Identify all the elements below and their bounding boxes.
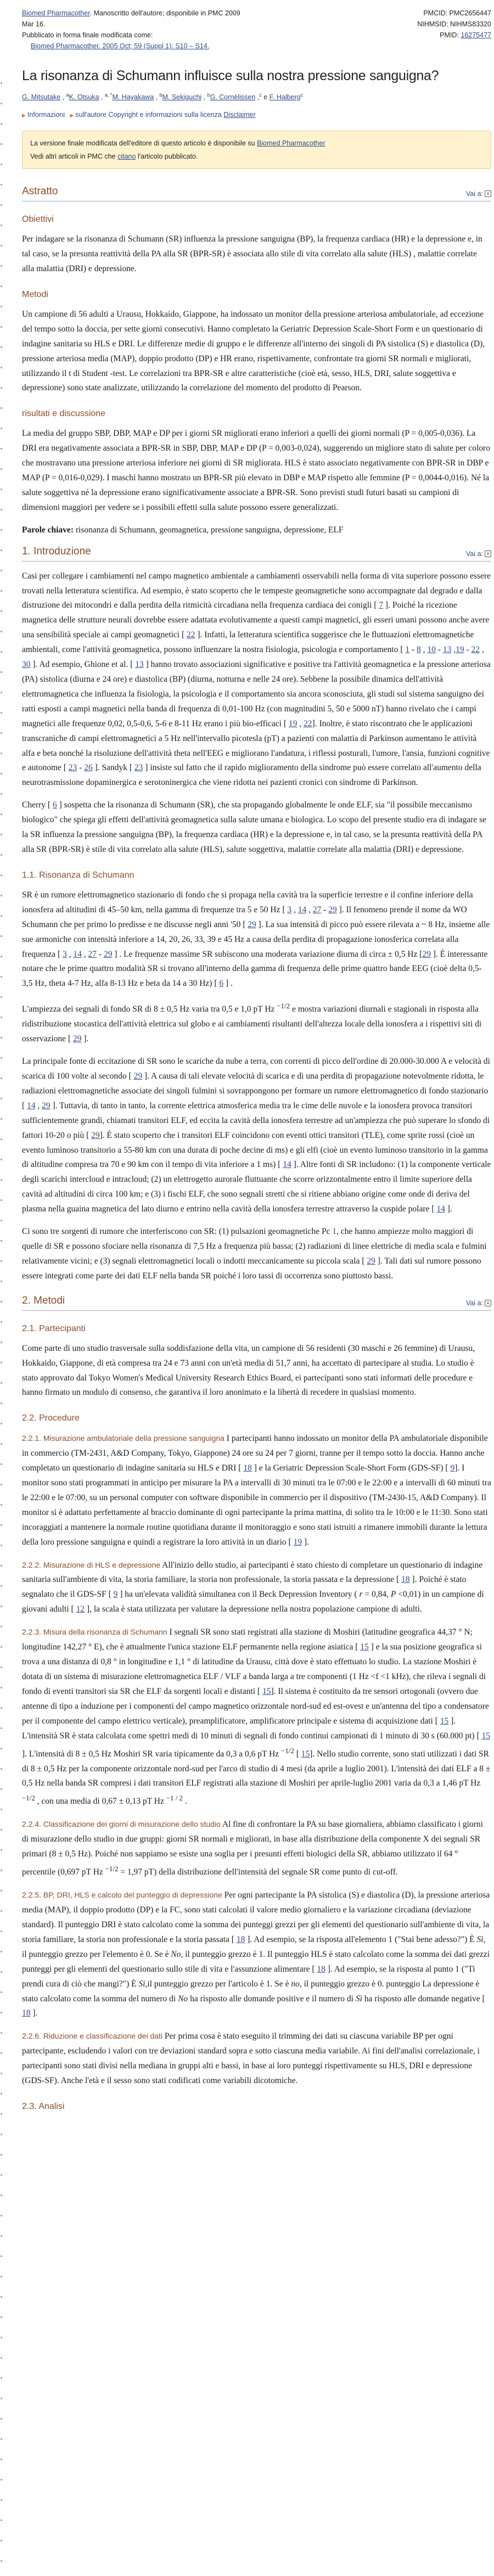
- jump-to-menu[interactable]: [466, 550, 491, 558]
- highlighted-text: 1: [332, 1227, 337, 1237]
- margin-marker: [1, 2276, 2, 2277]
- margin-marker: [1, 2012, 2, 2013]
- subsection-heading: 2.2.5. BP, DRI, HLS e calcolo del punteggio di depressione: [22, 1890, 222, 1900]
- margin-marker: [1, 2479, 2, 2480]
- jump-to-label: Vai a:: [465, 190, 483, 198]
- margin-marker: [1, 306, 2, 307]
- author-separator: ,: [154, 93, 160, 102]
- superscript: −1/2: [277, 1002, 290, 1011]
- reference-link[interactable]: 27: [312, 905, 322, 914]
- margin-marker: [1, 2032, 2, 2034]
- subsection-heading: 2.2.1. Misurazione ambulatoriale della pressione sanguigna: [22, 1434, 224, 1443]
- notice-cite-post: l'articolo pubblicato.: [137, 153, 198, 161]
- intro-heading-row: [22, 546, 491, 562]
- margin-marker: [1, 204, 2, 206]
- schumann-paragraph-3: La principale fonte di eccitazione di SR sono le scariche da nube a terra, con correnti di picco dell'ordine di 20.000-30.000 A e velocità di scarica di 100 volte al secondo [ 29 ]. A causa di tali elevate velocità di scarica e di una perdita di propagazione notevolmente ridotta, le radiazioni elettromagnetiche associate dei singoli fulmini si sovrappongono per formare un rumore elettromagnetico di fondo stazionario [ 14 , 29 ]. Tuttavia, di tanto in tanto, la corrente elettrica atmosferica media tra le cime delle nuvole e la ionosfera provoca transitori sufficientemente grandi, chiamati transitori ELF, ed eccita la cavità della ionosfera terrestre ad un'ampiezza che può superare lo sfondo di fattori 10-20 o più [ 29]. È stato scoperto che i transitori ELF coincidono con eventi ottici transitori (TLE), come sprite rossi (cioè un evento luminoso transitorio a 55-80 km con una durata di poche decine di ms) e gli elfi (cioè un evento luminoso transitorio in la gamma di altitudine compresa tra 70 e 90 km con il tempo di vita inferiore a 1 ms) [ 14 ]. Altre fonti di SR includono: (1) la componente verticale degli scarichi intercloud e intracloud; (2) un elettrogetto aurorale fluttuante che scorre orizzontalmente entro il limite superiore della cavità ad altitudini di circa 100 km; e (3) i fischi ELF, che sono segnali stretti che si ritiene abbiano origine come onde di deriva del plasma nella guaina magnetica del lato diurno e entrino nella cavità della ionosfera terrestre attraverso la cuspide polare [ 14 ].: [22, 1057, 491, 1214]
- reference-link[interactable]: 15: [360, 1642, 369, 1652]
- margin-marker: [1, 82, 2, 84]
- expand-triangle-icon: ▶: [70, 113, 74, 119]
- subsection-heading: 2.2.6. Riduzione e classificazione dei dati: [22, 2031, 163, 2041]
- published-text: Pubblicato in forma finale modificata come:: [22, 31, 153, 39]
- results-text: La media del gruppo SBP, DBP, MAP e DP per i giorni SR migliorati erano inferiori a quelli dei giorni normali (P = 0,005-0,036). La DRI era negativamente associata a BPR-SR in SBP, DBP, MAP e DP (P = 0,003-0,024), suggerendo un migliore stato di salute per coloro che mostravano una pressione arteriosa inferiore nei giorni di SR migliorata. HLS è stato associato negativamente con BPR-SR in DBP e MAP (P = 0,016-0,029). I maschi hanno mostrato un BPR-SR più elevato in DBP e MAP rispetto alle femmine (P = 0,0044-0,016). Né la salute soggettiva né la depressione erano significativamente associate a BPR-SR. Sono previsti studi futuri basati su campioni di dimensioni maggiori per vedere se i possibili effetti sulla salute possono essere generalizzati.: [22, 429, 490, 512]
- margin-marker: [1, 2459, 2, 2460]
- participants-heading: 2.1. Partecipanti: [22, 1323, 86, 1333]
- margin-marker: [1, 2052, 2, 2054]
- margin-marker: [1, 1484, 2, 1485]
- affiliation-marker[interactable]: c: [300, 92, 304, 98]
- margin-marker: [1, 793, 2, 795]
- reference-link[interactable]: 30: [22, 660, 31, 670]
- margin-marker: [1, 976, 2, 978]
- objectives-text: Per indagare se la risonanza di Schumann (SR) influenza la pressione sanguigna (BP), la frequenza cardiaca (HR) e la depressione e, in tal caso, se la presunta reattività della PA alla SR (BPR-SR) è associata allo stile di vita correlato alla salute (HLS) , malattie correlate alla malattia (DRI) e depressione.: [22, 234, 482, 273]
- superscript: −1/2: [281, 1746, 294, 1755]
- margin-marker: [1, 610, 2, 612]
- margin-marker: [1, 1748, 2, 1749]
- citation-meta: [22, 8, 491, 52]
- margin-marker: [1, 631, 2, 632]
- reference-link[interactable]: 29: [367, 1256, 375, 1266]
- reference-link[interactable]: 15: [262, 1686, 271, 1696]
- margin-marker: [1, 1260, 2, 1262]
- disclaimer-link[interactable]: Disclaimer: [223, 111, 256, 119]
- margin-marker: [1, 2418, 2, 2420]
- margin-marker: [1, 1382, 2, 1384]
- margin-marker: [1, 509, 2, 510]
- affiliation-marker[interactable]: b: [159, 92, 162, 98]
- margin-marker: [1, 123, 2, 125]
- reference-link[interactable]: 18: [243, 1463, 252, 1473]
- journal-link[interactable]: Biomed Pharmacother: [22, 9, 90, 17]
- reference-link[interactable]: 9: [450, 1463, 455, 1473]
- keywords-label: Parole chiave:: [22, 525, 74, 535]
- italic-text: r: [359, 1590, 363, 1600]
- author-link[interactable]: G. Cornélissen: [210, 93, 256, 102]
- author-link[interactable]: F. Halberg: [269, 93, 301, 102]
- affiliation-marker[interactable]: b: [207, 92, 210, 98]
- margin-marker: [1, 753, 2, 754]
- jump-to-menu[interactable]: [466, 1299, 491, 1307]
- methods-heading: 2. Metodi: [22, 1294, 65, 1306]
- margin-marker: [1, 1930, 2, 1932]
- reference-link[interactable]: 18: [401, 1575, 410, 1585]
- affiliation-marker[interactable]: a, *: [104, 92, 113, 98]
- reference-link[interactable]: 29: [422, 949, 431, 959]
- notice-text: La versione finale modificata dell'editore di questo articolo è disponibile su: [30, 139, 255, 148]
- reference-link[interactable]: 29: [103, 949, 113, 959]
- margin-marker: [1, 367, 2, 368]
- reference-link[interactable]: 3: [63, 949, 67, 959]
- procedure-text: Per prima cosa è stato eseguito il trimming dei dati su ciascuna variabile BP per ogni partecipante, escludendo i valori con tre deviazioni standard sopra e sotto ciascuna media variabile. Ai fini dell'analisi correlazionale, i partecipanti sono stati divisi nella mediana in gruppi alti e bassi, in base ai loro punteggi rispettivamente su HLS, DRI e depressione (GDS-SF). Anche l'età e il sesso sono stati codificati come variabili dicotomiche.: [22, 2031, 480, 2086]
- keywords-list: risonanza di Schumann, geomagnetica, pressione sanguigna, depressione, ELF: [75, 525, 344, 535]
- procedure-2-2-4: 2.2.4. Classificazione dei giorni di misurazione dello studio Al fine di confrontare la PA su base giornaliera, abbiamo classificato i giorni di misurazione dello studio in due gruppi: giorni SR normali e migliorati, in base alla distribuzione della componente X dei segnali SR primari (8 ± 0,5 Hz). Poiché non sappiamo se esiste una soglia per i presunti effetti biologici della SR, abbiamo utilizzato il 64 ° percentile (0,697 pT Hz $^{-1/2}$ = 1,97 pT) della distribuzione dell'intensità del segnale SR come punto di cut-off.: [22, 1820, 483, 1877]
- margin-marker: [1, 1138, 2, 1140]
- citing-articles-link[interactable]: citano: [117, 153, 136, 161]
- author-separator: ,: [255, 93, 260, 102]
- reference-link[interactable]: 14: [297, 905, 307, 914]
- jump-to-label: Vai a:: [465, 549, 483, 558]
- intro-heading: 1. Introduzione: [22, 545, 91, 557]
- margin-marker: [1, 1565, 2, 1567]
- superscript: −1/2: [105, 1865, 119, 1873]
- schumann-paragraph-2: L'ampiezza dei segnali di fondo SR di 8 ± 0,5 Hz varia tra 0,5 e 1,0 pT Hz $^{-1/2}$ e mostra variazioni diurnali e stagionali in risposta alla ridistribuzione stocastica dell'attività elettrica sul globo e ai cambiamenti risultanti dell'altezza locale della ionosfera a i rispettivi siti di osservazione [ 29 ].: [22, 1002, 482, 1044]
- manuscript-text: . Manoscritto dell'autore; disponibile in PMC 2009: [89, 9, 240, 17]
- margin-marker: [1, 1199, 2, 1201]
- margin-marker: [1, 712, 2, 714]
- margin-marker: [1, 428, 2, 429]
- procedures-heading: 2.2. Procedure: [22, 1413, 80, 1423]
- margin-marker: [1, 1626, 2, 1627]
- publisher-version-link[interactable]: Biomed Pharmacother: [257, 139, 325, 148]
- reference-link[interactable]: 22: [187, 630, 195, 640]
- margin-marker: [1, 103, 2, 104]
- reference-link[interactable]: 29: [328, 905, 337, 914]
- reference-link[interactable]: 6: [52, 800, 57, 810]
- reference-link[interactable]: 23: [68, 763, 77, 773]
- margin-marker: [1, 1809, 2, 1810]
- article-page: [22, 0, 491, 2119]
- margin-marker: [1, 1829, 2, 1831]
- margin-marker: [1, 1159, 2, 1160]
- margin-marker: [1, 2316, 2, 2318]
- citation-link[interactable]: Biomed Pharmacother. 2005 Oct; 59 (Suppl 1): S10 – S14.: [31, 42, 210, 50]
- reference-link[interactable]: 9: [113, 1590, 118, 1600]
- margin-marker: [1, 2398, 2, 2399]
- subsection-heading: 2.2.4. Classificazione dei giorni di misurazione dello studio: [22, 1820, 221, 1829]
- italic-text: No: [178, 1994, 188, 2003]
- margin-marker: [1, 1423, 2, 1424]
- margin-marker: [1, 2357, 2, 2359]
- margin-marker: [1, 1768, 2, 1770]
- reference-link[interactable]: 19: [288, 719, 297, 728]
- margin-marker: [1, 570, 2, 571]
- margin-marker: [1, 2073, 2, 2074]
- notice-cite-pre: Vedi altri articoli in PMC che: [30, 153, 116, 161]
- author-link[interactable]: K. Otsuka: [69, 93, 99, 102]
- margin-marker: [1, 184, 2, 186]
- methods-abstract-text: Un campione di 56 adulti a Urausu, Hokkaido, Giappone, ha indossato un monitor della pressione arteriosa ambulatoriale, ad eccezione del tempo sotto la doccia, per sette giorni consecutivi. Hanno completato la Geriatric Depression Scale-Short Form e un questionario di indagine sanitaria su HLS e DRI. Le differenze medie di gruppo e le differenze all'interno dei singoli di PA sistolica (S) e diastolica (D), pressione arteriosa media (MAP), doppio prodotto (DP) e HR erano, rispettivamente, confrontate tra giorni SR normali e migliorati, utilizzando il t di Student -test. Le correlazioni tra BPR-SR e altre caratteristiche (cioè età, sesso, HLS, DRI, salute soggettiva e depressione) sono state analizzate, utilizzando la correlazione del momento del prodotto di Pearson.: [22, 309, 485, 393]
- margin-marker: [1, 1443, 2, 1445]
- results-heading: risultati e discussione: [22, 409, 106, 419]
- italic-text: Sì,: [476, 1934, 486, 1944]
- margin-marker: [1, 2255, 2, 2257]
- reference-link[interactable]: 3: [287, 905, 292, 914]
- reference-link[interactable]: 18: [22, 2008, 31, 2018]
- procedure-2-2-1: 2.2.1. Misurazione ambulatoriale della pressione sanguigna I partecipanti hanno indossato un monitor della PA ambulatoriale disponibile in commercio (TM-2431, A&D Company, Tokyo, Giappone) 24 ore su 24 per 7 giorni, tranne per il tempo sotto la doccia. Hanno anche completato un questionario di indagine sanitaria su HLS e DRI [ 18 ] e la Geriatric Depression Scale-Short Form (GDS-SF) [ 9]. I monitor sono stati programmati in anticipo per misurare la PA a intervalli di 30 minuti tra le 07:00 e le 22:00 e a intervalli di 60 minuti tra le 22:00 e le 07:00, su un personal computer con software disponibile in commercio per il dispositivo (TM-2430-15, A&D Company). Il monitor si è adattato perfettamente al braccio dominante di ogni partecipante la prima mattina, di solito tra le 10:00 e le 11:30. Sono stati incoraggiati a mantenere la normale routine quotidiana durante il monitoraggio e sono stati istruiti a rimanere immobili durante la lettura della loro pressione sanguigna e quindi a registrare la loro attività in un diario [ 19 ].: [22, 1434, 491, 1547]
- reference-link[interactable]: 19: [456, 645, 464, 655]
- pmid-link[interactable]: 16275477: [461, 31, 491, 39]
- margin-marker: [1, 956, 2, 957]
- margin-marker: [1, 1606, 2, 1607]
- author-link[interactable]: M. Hayakawa: [112, 93, 154, 102]
- pmid-label: PMID:: [440, 31, 461, 39]
- methods-abstract-heading: Metodi: [22, 289, 49, 299]
- margin-marker: [1, 1098, 2, 1099]
- margin-marker: [1, 2235, 2, 2237]
- reference-link[interactable]: 7: [379, 600, 384, 610]
- margin-marker: [1, 407, 2, 409]
- italic-text: P: [390, 1590, 396, 1600]
- margin-marker: [1, 1646, 2, 1648]
- margin-marker: [1, 468, 2, 470]
- margin-marker: [1, 2499, 2, 2501]
- reference-link[interactable]: 14: [27, 1101, 36, 1110]
- reference-link[interactable]: 22: [304, 719, 312, 728]
- margin-marker: [1, 1118, 2, 1120]
- margin-marker: [1, 1463, 2, 1465]
- margin-marker: [1, 1017, 2, 1018]
- margin-marker: [1, 1057, 2, 1059]
- margin-marker: [1, 1362, 2, 1363]
- procedure-2-2-6: [22, 2029, 491, 2089]
- margin-marker: [1, 1870, 2, 1871]
- margin-marker: [1, 2540, 2, 2541]
- reference-link[interactable]: 19: [293, 1537, 302, 1547]
- author-link[interactable]: M. Sekiguchi: [162, 93, 202, 102]
- margin-marker: [1, 1342, 2, 1343]
- margin-marker: [1, 1281, 2, 1282]
- procedure-2-2-2: 2.2.2. Misurazione di HLS e depressione All'inizio dello studio, ai partecipanti è stato chiesto di completare un questionario di indagine sanitaria sull'ambiente di vita, la storia familiare, la storia non professionale, la storia passata e la depressione [ 18 ]. Poiché è stato segnalato che il GDS-SF [ 9 ] ha un'elevata validità simultanea con il Beck Depression Inventory ( r = 0,84, P <0,01) in un campione di giovani adulti [ 12 ], la scala è stata utilizzata per valutare la depressione nella nostra popolazione campione di adulti.: [22, 1560, 484, 1614]
- margin-marker: [1, 346, 2, 348]
- chevron-down-icon: ∨: [485, 1300, 491, 1306]
- margin-marker: [1, 2519, 2, 2521]
- reference-link[interactable]: 15: [440, 1716, 449, 1726]
- subsection-heading: 2.2.2. Misurazione di HLS e depressione: [22, 1560, 161, 1569]
- margin-marker: [1, 915, 2, 917]
- margin-marker: [1, 732, 2, 734]
- superscript: −1 / 2: [166, 1794, 183, 1803]
- margin-marker: [1, 1585, 2, 1587]
- margin-marker: [1, 387, 2, 389]
- margin-marker: [1, 813, 2, 815]
- reference-link[interactable]: 14: [73, 949, 82, 959]
- methods-heading-row: [22, 1295, 491, 1311]
- margin-marker: [1, 1707, 2, 1709]
- margin-marker: [1, 1220, 2, 1221]
- objectives-heading: Obiettivi: [22, 215, 54, 225]
- intro-paragraph-2: Cherry [ 6 ] sospetta che la risonanza di Schumann (SR), che sta propagando globalmente le onde ELF, sia "il possibile meccanismo biologico" che spiega gli effetti dell'attività geomagnetica sulla salute umana e biologica. Lo scopo del presente studio era di indagare se la SR influenza la pressione sanguigna (BP), la frequenza cardiaca (HR) e la depressione e, in tal caso, se la presunta reattività della PA alla SR (BPR-SR) è stile di vita correlato alla salute (HLS), salute soggettiva, malattie correlate alla malattia (DRI) e depressione.: [22, 800, 486, 854]
- margin-marker: [1, 1910, 2, 1912]
- margin-marker: [1, 834, 2, 835]
- margin-marker: [1, 2377, 2, 2379]
- keywords: [22, 523, 491, 538]
- margin-marker: [1, 1179, 2, 1181]
- margin-marker: [1, 143, 2, 145]
- reference-link[interactable]: 18: [236, 1934, 245, 1944]
- chevron-down-icon: ∨: [485, 190, 491, 197]
- publisher-notice: [22, 131, 491, 169]
- margin-marker: [1, 1788, 2, 1790]
- article-ids: [417, 8, 491, 52]
- margin-marker: [1, 935, 2, 937]
- margin-marker: [1, 164, 2, 165]
- margin-marker: [1, 549, 2, 551]
- margin-marker: [1, 1971, 2, 1973]
- margin-marker: [1, 489, 2, 490]
- margin-marker: [1, 996, 2, 998]
- margin-marker: [1, 1991, 2, 1993]
- margin-marker: [1, 326, 2, 328]
- margin-marker: [1, 590, 2, 592]
- margin-marker: [1, 874, 2, 876]
- reference-link[interactable]: 15: [481, 1731, 490, 1741]
- reference-link[interactable]: 22: [471, 645, 480, 655]
- margin-marker: [1, 285, 2, 287]
- author-list: [22, 92, 491, 101]
- intro-paragraph-1: Casi per collegare i cambiamenti nel campo magnetico ambientale a cambiamenti osservabili nella forma di vita superiore possono essere trovati nella letteratura scientifica. Ad esempio, è stato scoperto che le tempeste geomagnetiche sono accompagnate dal degrado e dalla distruzione dei mitocondri e dalla perdita della ritmicità circadiana nella frequenza cardiaca dei conigli [ 7 ]. Poiché la ricezione magnetica delle strutture neurali dovrebbe essere adattata evolutivamente a questi campi magnetici, gli esseri umani possono anche avere una sensibilità speciale ai campi geomagnetici [ 22 ]. Infatti, la letteratura scientifica suggerisce che le fluttuazioni elettromagnetiche ambientali, come l'attività geomagnetica, possono influenzare la nostra fisiologia, psicologia e comportamento [ 1 - 8 , 10 - 13 ,19 - 22 , 30 ]. Ad esempio, Ghione et al. [ 13 ] hanno trovato associazioni significative e positive tra l'attività geomagnetica e la pressione arteriosa (PA) sistolica (diurna e 24 ore) e diastolica (BP) (diurna, notturna e nelle 24 ore). Sebbene la possibile dinamica dell'attività elettromagnetica che influenza la fisiologia, la psicologia e il comportamento sia ancora sconosciuta, gli studi sul sistema sanguigno dei ratti esposti a campi magnetici nella banda di frequenza di 0,01-100 Hz (con magnitudini 5, 50 e 5000 nT) hanno rivelato che i campi magnetici alle frequenze 0,02, 0,5-0,6, 5-6 e 8-11 Hz erano i più bio-efficaci [ 19 , 22]. Inoltre, è stato riscontrato che le applicazioni transcraniche di campi elettromagnetici a 5 Hz nell'intervallo picotesla (pT) a pazienti con malattia di Parkinson aumentano le attività alfa e beta nonché la risoluzione dell'attività theta nell'EEG e migliorano l'andatura, i riflessi posturali, l'umore, l'ansia, funzioni cognitive e autonome [ 23 - 26 ]. Sandyk [ 23 ] insiste sul fatto che il rapido miglioramento della sindrome può essere correlato all'aumento della neurotrasmissione dopaminergica e serotoninergica che viene ridotta nei pazienti cronici con sindrome di Parkinson.: [22, 571, 491, 788]
- subsection-heading: 2.2.3. Misura della risonanza di Schumann: [22, 1627, 167, 1637]
- reference-link[interactable]: 12: [76, 1604, 85, 1614]
- analysis-heading: 2.3. Analisi: [22, 2101, 65, 2111]
- margin-marker: [1, 2134, 2, 2135]
- reference-link[interactable]: 29: [42, 1101, 50, 1110]
- author-separator: ,: [99, 93, 105, 102]
- info-links: [22, 111, 491, 119]
- italic-text: No,: [171, 1949, 183, 1959]
- margin-marker: [1, 854, 2, 856]
- margin-marker: [1, 529, 2, 531]
- margin-marker: [1, 2296, 2, 2298]
- nihmsid: NIHMSID: NIHMS83320: [417, 20, 491, 28]
- margin-marker: [1, 1890, 2, 1892]
- schumann-heading: 1.1. Risonanza di Schumann: [22, 870, 134, 880]
- superscript: −1/2: [22, 1794, 35, 1803]
- italic-text: no,: [291, 1979, 302, 1989]
- abstract-heading-row: [22, 186, 491, 201]
- reference-link[interactable]: 18: [317, 1964, 325, 1974]
- margin-marker: [1, 651, 2, 653]
- author-copyright-toggle[interactable]: sull'autore Copyright e informazioni sulla licenza: [75, 111, 222, 119]
- reference-link[interactable]: 6: [219, 979, 224, 989]
- citation-left: [22, 8, 351, 52]
- author-separator: ,: [60, 93, 66, 102]
- margin-marker: [1, 1077, 2, 1079]
- italic-text: Sì: [355, 1994, 362, 2003]
- margin-marker: [1, 671, 2, 673]
- italic-text: Sì,: [138, 1979, 148, 1989]
- reference-link[interactable]: 27: [88, 949, 97, 959]
- reference-link[interactable]: 14: [436, 1204, 445, 1214]
- reference-link[interactable]: 23: [134, 763, 143, 773]
- margin-marker: [1, 1545, 2, 1546]
- margin-marker: [1, 1402, 2, 1404]
- reference-link[interactable]: 10: [427, 645, 436, 655]
- procedure-2-2-5: 2.2.5. BP, DRI, HLS e calcolo del punteggio di depressione Per ogni partecipante la PA sistolica (S) e diastolica (D), la pressione arteriosa media (MAP), il doppio prodotto (DP) e la FC, sono stati calcolati il valore medio giornaliero e la variazione circadiana (deviazione standard). Il punteggio DRI è stato calcolato come la somma dei punteggi grezzi per gli elementi del questionario sull'ambiente di vita, la storia familiare, la storia non professionale e la storia passata [ 18 ]. Ad esempio, se la risposta all'elemento 1 ("Stai bene adesso?") È Sì, il punteggio grezzo per l'elemento è 0. Se è No, il punteggio grezzo è 1. Il punteggio HLS è stato calcolato come la somma dei dati grezzi punteggi per gli elementi del questionario sullo stile di vita e l'assunzione alimentare [ 18 ]. Ad esempio, se la risposta al punto 1 ("Ti prendi cura di ciò che mangi?") È Sì,il punteggio grezzo per l'articolo è 1. Se è no, il punteggio grezzo è 0. punteggio La depressione è stato calcolato come la somma del numero di No ha risposto alle domande positive e il numero di Sì ha risposto alle domande negative [ 18 ].: [22, 1890, 490, 2018]
- left-margin-markers: [0, 0, 3, 2576]
- margin-marker: [1, 1524, 2, 1526]
- affiliation-marker[interactable]: a: [66, 92, 69, 98]
- reference-link[interactable]: 29: [72, 1034, 82, 1044]
- margin-marker: [1, 448, 2, 450]
- abstract-heading: Astratto: [22, 186, 58, 198]
- margin-marker: [1, 1037, 2, 1039]
- author-separator: ,: [201, 93, 207, 102]
- reference-link[interactable]: 13: [442, 645, 452, 655]
- reference-link[interactable]: 8: [417, 645, 421, 655]
- schumann-paragraph-1: SR è un rumore elettromagnetico stazionario di fondo che si propaga nella cavità tra la superficie terrestre e il confine inferiore della ionosfera ad altitudini di 45–50 km, nella gamma di frequenze tra 5 e 50 Hz [ 3 , 14 , 27 - 29 ]. Il fenomeno prende il nome da WO Schumann che per primo lo predisse e ne discusse negli anni '50 [ 29 ]. La sua intensità di picco può essere rilevata a ~ 8 Hz, insieme alle sue armoniche con intensità inferiore a 14, 20, 26, 33, 39 e 45 Hz a causa della perdita di propagazione ionosferica correlata alla frequenza [ 3 , 14 , 27 - 29 ] . Le frequenze massime SR subiscono una moderata variazione diurna di circa ± 0,5 Hz [29 ]. È interessante notare che le prime quattro modalità SR si trovano all'interno della gamma di frequenza delle prime quattro bande EEG (cioè delta 0,5-3,5 Hz, theta 4-7 Hz, alfa 8-13 Hz e beta da 14 a 30 Hz) [ 6 ] .: [22, 890, 490, 989]
- margin-marker: [1, 2154, 2, 2156]
- margin-marker: [1, 895, 2, 896]
- reference-link[interactable]: 29: [133, 1071, 143, 1081]
- chevron-down-icon: ∨: [485, 551, 491, 557]
- margin-marker: [1, 1504, 2, 1506]
- margin-marker: [1, 1687, 2, 1688]
- reference-link[interactable]: 26: [84, 763, 93, 773]
- expand-triangle-icon: ▶: [22, 113, 26, 119]
- margin-marker: [1, 692, 2, 693]
- margin-marker: [1, 2195, 2, 2196]
- author-conjunction: e: [261, 93, 270, 102]
- jump-to-menu[interactable]: [466, 190, 491, 198]
- reference-link[interactable]: 29: [248, 919, 256, 929]
- info-toggle[interactable]: Informazioni: [27, 111, 65, 119]
- margin-marker: [1, 2174, 2, 2176]
- margin-marker: [1, 1951, 2, 1952]
- procedure-2-2-3: 2.2.3. Misura della risonanza di Schumann I segnali SR sono stati registrati alla stazione di Moshiri (latitudine geografica 44,37 ° N; longitudine 142,27 ° E), che è attualmente l'unica stazione ELF permanente nella regione asiatica [ 15 ] e la sua posizione geografica si trova a una distanza di 0,8 ° in longitudine e 1,1 ° di latitudine da Urausu, città dove è stato effettuato lo studio. La stazione Moshiri è dotata di un sistema di misurazione elettromagnetica ELF / VLF a banda larga a tre componenti (1 Hz <f <1 kHz), che rileva i segnali di fondo di eventi transitori sia SR che ELF da sorgenti locali e distanti [ 15]. Il sistema è costituito da tre sensori ortogonali (ovvero due antenne di tipo a induzione per i componenti del campo magnetico orizzontale nord-sud ed est-ovest e un'antenna del tipo a condensatore per il componente del campo elettrico verticale), preamplificatore, amplificatore principale e sistema di acquisizione dati [ 15 ]. L'intensità SR è stata calcolata come spettri medi di 10 minuti di segnali di fondo continui campionati di 1 minuto di 30 s (60.000 pt) [ 15 ]. L'intensità di 8 ± 0,5 Hz Moshiri SR varia tipicamente da 0,3 a 0,6 pT Hz $^{-1/2}$ [ 15]. Nello studio corrente, sono stati utilizzati i dati SR di 8 ± 0,5 Hz per la componente orizzontale nord-sud per l'arco di studio di 4 mesi (da aprile a luglio 2001). L'intensità dei dati ELF a 8 ± 0,5 Hz nella banda SR compresi i dati transitori ELF registrati alla stazione di Moshiri per aprile-luglio 2001 varia da 0,3 a 1,46 pT Hz $^{-1/2}$ , con una media di 0,67 ± 0,13 pT Hz $^{-1 / 2}$ .: [22, 1627, 491, 1806]
- margin-marker: [1, 2560, 2, 2562]
- reference-link[interactable]: 13: [135, 660, 144, 670]
- reference-link[interactable]: 15: [301, 1749, 310, 1759]
- participants-text: Come parte di uno studio trasversale sulla soddisfazione della vita, un campione di 56 residenti (30 maschi e 26 femmine) di Urausu, Hokkaido, Giappone, di età compresa tra 24 e 73 anni con un'età media di 51,7 anni, ha accettato di partecipare al studia. Lo studio è stato approvato dal Tokyo Women's Medical University Research Ethics Board, ei partecipanti sono stati informati delle procedure e hanno firmato un modulo di consenso, che garantiva il loro anonimato e la libertà di recedere in qualsiasi momento.: [22, 1343, 475, 1398]
- reference-link[interactable]: 29: [91, 1130, 100, 1140]
- reference-link[interactable]: 14: [283, 1160, 291, 1170]
- margin-marker: [1, 1849, 2, 1851]
- margin-marker: [1, 1240, 2, 1242]
- margin-marker: [1, 1666, 2, 1668]
- affiliation-marker[interactable]: c: [259, 92, 262, 98]
- margin-marker: [1, 773, 2, 775]
- margin-marker: [1, 225, 2, 226]
- margin-marker: [1, 2113, 2, 2115]
- author-link[interactable]: G. Mitsutake: [22, 93, 61, 102]
- margin-marker: [1, 245, 2, 246]
- margin-marker: [1, 2337, 2, 2338]
- article-title: La risonanza di Schumann influisce sulla nostra pressione sanguigna?: [22, 68, 439, 83]
- date-text: Mar 16.: [22, 20, 46, 28]
- jump-to-label: Vai a:: [465, 1299, 483, 1307]
- margin-marker: [1, 1301, 2, 1303]
- reference-link[interactable]: 1: [405, 645, 410, 655]
- margin-marker: [1, 1321, 2, 1323]
- margin-marker: [1, 2093, 2, 2095]
- margin-marker: [1, 1727, 2, 1729]
- margin-marker: [1, 265, 2, 267]
- margin-marker: [1, 2215, 2, 2216]
- schumann-paragraph-4: Ci sono tre sorgenti di rumore che interferiscono con SR: (1) pulsazioni geomagnetiche Pc 1, che hanno ampiezze molto maggiori di quelle di SR e possono sfociare nella risonanza di 7,5 Hz a frequenza più bassa; (2) radiazioni di linee elettriche di media scala e fulmini relativamente vicini; e (3) segnali elettromagnetici locali o indotti meccanicamente su piccola scala [ 29 ]. Tali dati sul rumore possono essere integrati come parte dei dati ELF nella banda SR poiché i loro tassi di occorrenza sono piuttosto bassi.: [22, 1227, 487, 1281]
- pmcid: PMCID: PMC2656447: [423, 9, 491, 17]
- margin-marker: [1, 2438, 2, 2440]
